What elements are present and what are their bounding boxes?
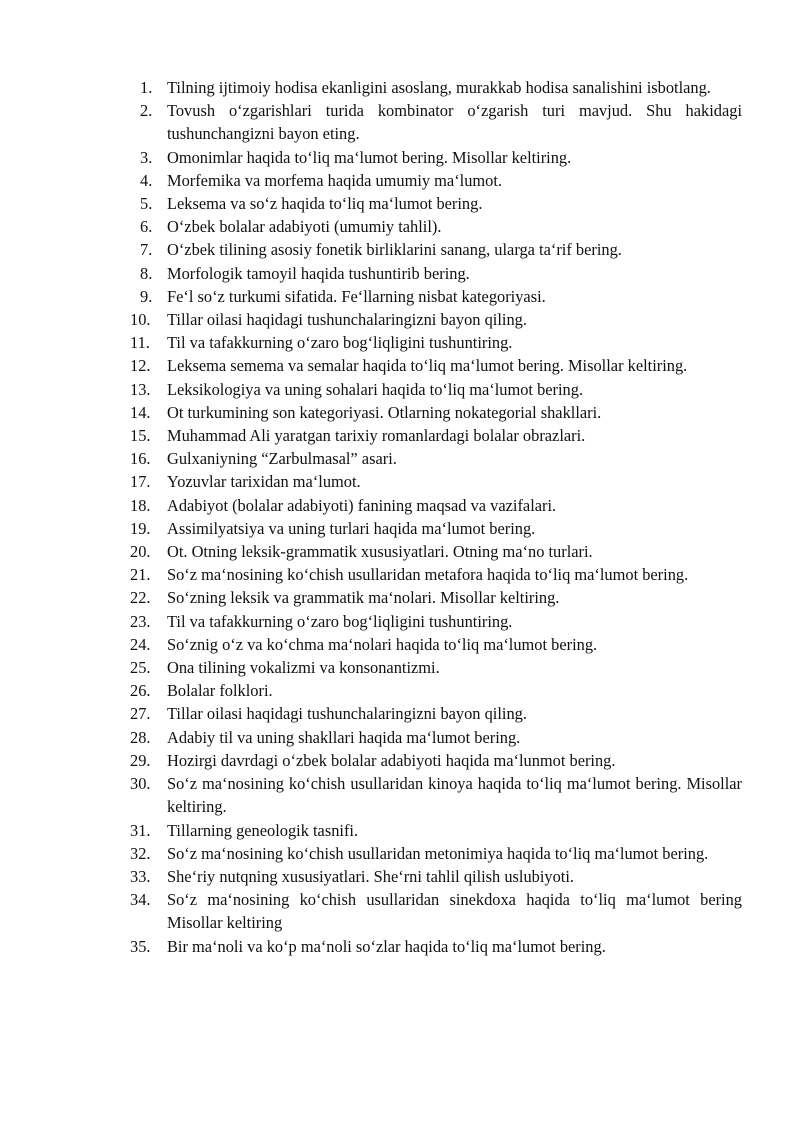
item-text: Leksema semema va semalar haqida to‘liq ma‘lumot bering. Misollar keltiring. — [167, 356, 688, 376]
item-number: 6. — [140, 217, 153, 237]
item-number: 32. — [130, 843, 151, 863]
item-text: So‘z ma‘nosining ko‘chish usullaridan metafora haqida to‘liq ma‘lumot bering. — [167, 565, 689, 585]
item-text: So‘zning leksik va grammatik ma‘nolari. Misollar keltiring. — [167, 588, 560, 608]
item-text: Fe‘l so‘z turkumi sifatida. Fe‘llarning nisbat kategoriyasi. — [167, 286, 546, 306]
list-item — [130, 563, 742, 586]
list-item — [130, 354, 742, 377]
item-text: Morfologik tamoyil haqida tushuntirib bering. — [167, 263, 470, 283]
list-item — [130, 494, 742, 517]
list-item — [130, 331, 742, 354]
item-number: 3. — [140, 147, 153, 167]
list-item — [130, 378, 742, 401]
item-text: Ot turkumining son kategoriyasi. Otlarning nokategorial shakllari. — [167, 402, 602, 422]
item-text: Bolalar folklori. — [167, 681, 273, 701]
item-text: Ona tilining vokalizmi va konsonantizmi. — [167, 658, 440, 678]
list-item — [130, 865, 742, 888]
item-text: Tilning ijtimoiy hodisa ekanligini asoslang, murakkab hodisa sanalishini isbotlang. — [167, 78, 711, 97]
list-item — [130, 192, 742, 215]
item-text: So‘z ma‘nosining ko‘chish usullaridan sinekdoxa haqida to‘liq ma‘lumot bering Misollar keltiring — [167, 890, 742, 933]
item-text: Tillarning geneologik tasnifi. — [167, 820, 359, 840]
item-text: Adabiy til va uning shakllari haqida ma‘lumot bering. — [167, 727, 521, 747]
item-number: 11. — [130, 333, 150, 353]
list-item — [130, 586, 742, 609]
list-item — [130, 749, 742, 772]
list-item — [130, 285, 742, 308]
item-text: O‘zbek tilining asosiy fonetik birliklarini sanang, ularga ta‘rif bering. — [167, 240, 622, 260]
list-item — [130, 819, 742, 842]
item-text: Gulxaniyning “Zarbulmasal” asari. — [167, 449, 397, 469]
item-number: 16. — [130, 449, 151, 469]
list-item — [130, 308, 742, 331]
item-text: So‘z ma‘nosining ko‘chish usullaridan kinoya haqida to‘liq ma‘lumot bering. Misollar keltiring. — [167, 774, 742, 817]
item-number: 33. — [130, 866, 151, 886]
item-text: O‘zbek bolalar adabiyoti (umumiy tahlil). — [167, 217, 442, 237]
list-item — [130, 401, 742, 424]
list-item — [130, 146, 742, 169]
item-number: 31. — [130, 820, 151, 840]
item-number: 8. — [140, 263, 153, 283]
item-number: 1. — [140, 78, 153, 97]
item-number: 13. — [130, 379, 151, 399]
item-text: Leksema va so‘z haqida to‘liq ma‘lumot bering. — [167, 194, 483, 214]
list-item — [130, 633, 742, 656]
list-item — [130, 702, 742, 725]
list-item — [130, 169, 742, 192]
item-number: 27. — [130, 704, 151, 724]
item-number: 17. — [130, 472, 151, 492]
item-text: She‘riy nutqning xususiyatlari. She‘rni tahlil qilish uslubiyoti. — [167, 866, 575, 886]
item-number: 4. — [140, 170, 153, 190]
item-number: 20. — [130, 542, 151, 562]
list-item — [130, 888, 742, 934]
list-item — [130, 424, 742, 447]
item-number: 2. — [140, 101, 153, 121]
item-number: 26. — [130, 681, 151, 701]
list-item — [130, 262, 742, 285]
list-item — [130, 679, 742, 702]
item-number: 22. — [130, 588, 151, 608]
list-item — [130, 447, 742, 470]
list-item — [130, 842, 742, 865]
item-number: 30. — [130, 774, 151, 794]
item-number: 23. — [130, 611, 151, 631]
list-item — [130, 935, 742, 958]
item-number: 14. — [130, 402, 151, 422]
item-number: 19. — [130, 518, 151, 538]
list-item — [130, 726, 742, 749]
item-number: 29. — [130, 750, 151, 770]
item-text: Omonimlar haqida to‘liq ma‘lumot bering. Misollar keltiring. — [167, 147, 572, 167]
item-number: 12. — [130, 356, 151, 376]
item-text: So‘znig o‘z va ko‘chma ma‘nolari haqida to‘liq ma‘lumot bering. — [167, 634, 598, 654]
item-number: 5. — [140, 194, 153, 214]
item-text: Muhammad Ali yaratgan tarixiy romanlardagi bolalar obrazlari. — [167, 426, 586, 446]
list-item — [130, 99, 742, 145]
item-number: 15. — [130, 426, 151, 446]
item-text: Hozirgi davrdagi o‘zbek bolalar adabiyoti haqida ma‘lunmot bering. — [167, 750, 616, 770]
item-text: Assimilyatsiya va uning turlari haqida ma‘lumot bering. — [167, 518, 536, 538]
list-item — [130, 215, 742, 238]
list-item — [130, 540, 742, 563]
item-number: 18. — [130, 495, 151, 515]
item-text: Tillar oilasi haqidagi tushunchalaringizni bayon qiling. — [167, 310, 527, 330]
item-text: Til va tafakkurning o‘zaro bog‘liqligini tushuntiring. — [167, 333, 513, 353]
list-item — [130, 656, 742, 679]
list-item — [130, 610, 742, 633]
list-item — [130, 76, 742, 99]
item-number: 10. — [130, 310, 151, 330]
item-text: Morfemika va morfema haqida umumiy ma‘lumot. — [167, 170, 503, 190]
item-text: Leksikologiya va uning sohalari haqida to‘liq ma‘lumot bering. — [167, 379, 584, 399]
item-number: 35. — [130, 936, 151, 956]
item-number: 24. — [130, 634, 151, 654]
item-text: Bir ma‘noli va ko‘p ma‘noli so‘zlar haqida to‘liq ma‘lumot bering. — [167, 936, 606, 956]
list-item — [130, 470, 742, 493]
item-text: Ot. Otning leksik-grammatik xususiyatlari. Otning ma‘no turlari. — [167, 542, 593, 562]
question-list — [130, 76, 742, 958]
item-number: 28. — [130, 727, 151, 747]
item-number: 34. — [130, 890, 151, 910]
item-number: 21. — [130, 565, 151, 585]
item-text: Til va tafakkurning o‘zaro bog‘liqligini tushuntiring. — [167, 611, 513, 631]
list-item — [130, 238, 742, 261]
item-text: Tovush o‘zgarishlari turida kombinator o‘zgarish turi mavjud. Shu hakidagi tushunchangizni bayon eting. — [167, 101, 742, 144]
item-number: 25. — [130, 658, 151, 678]
item-text: Yozuvlar tarixidan ma‘lumot. — [167, 472, 361, 492]
item-number: 9. — [140, 286, 153, 306]
item-text: So‘z ma‘nosining ko‘chish usullaridan metonimiya haqida to‘liq ma‘lumot bering. — [167, 843, 709, 863]
item-number: 7. — [140, 240, 153, 260]
list-item — [130, 517, 742, 540]
item-text: Adabiyot (bolalar adabiyoti) fanining maqsad va vazifalari. — [167, 495, 557, 515]
list-item — [130, 772, 742, 818]
item-text: Tillar oilasi haqidagi tushunchalaringizni bayon qiling. — [167, 704, 527, 724]
